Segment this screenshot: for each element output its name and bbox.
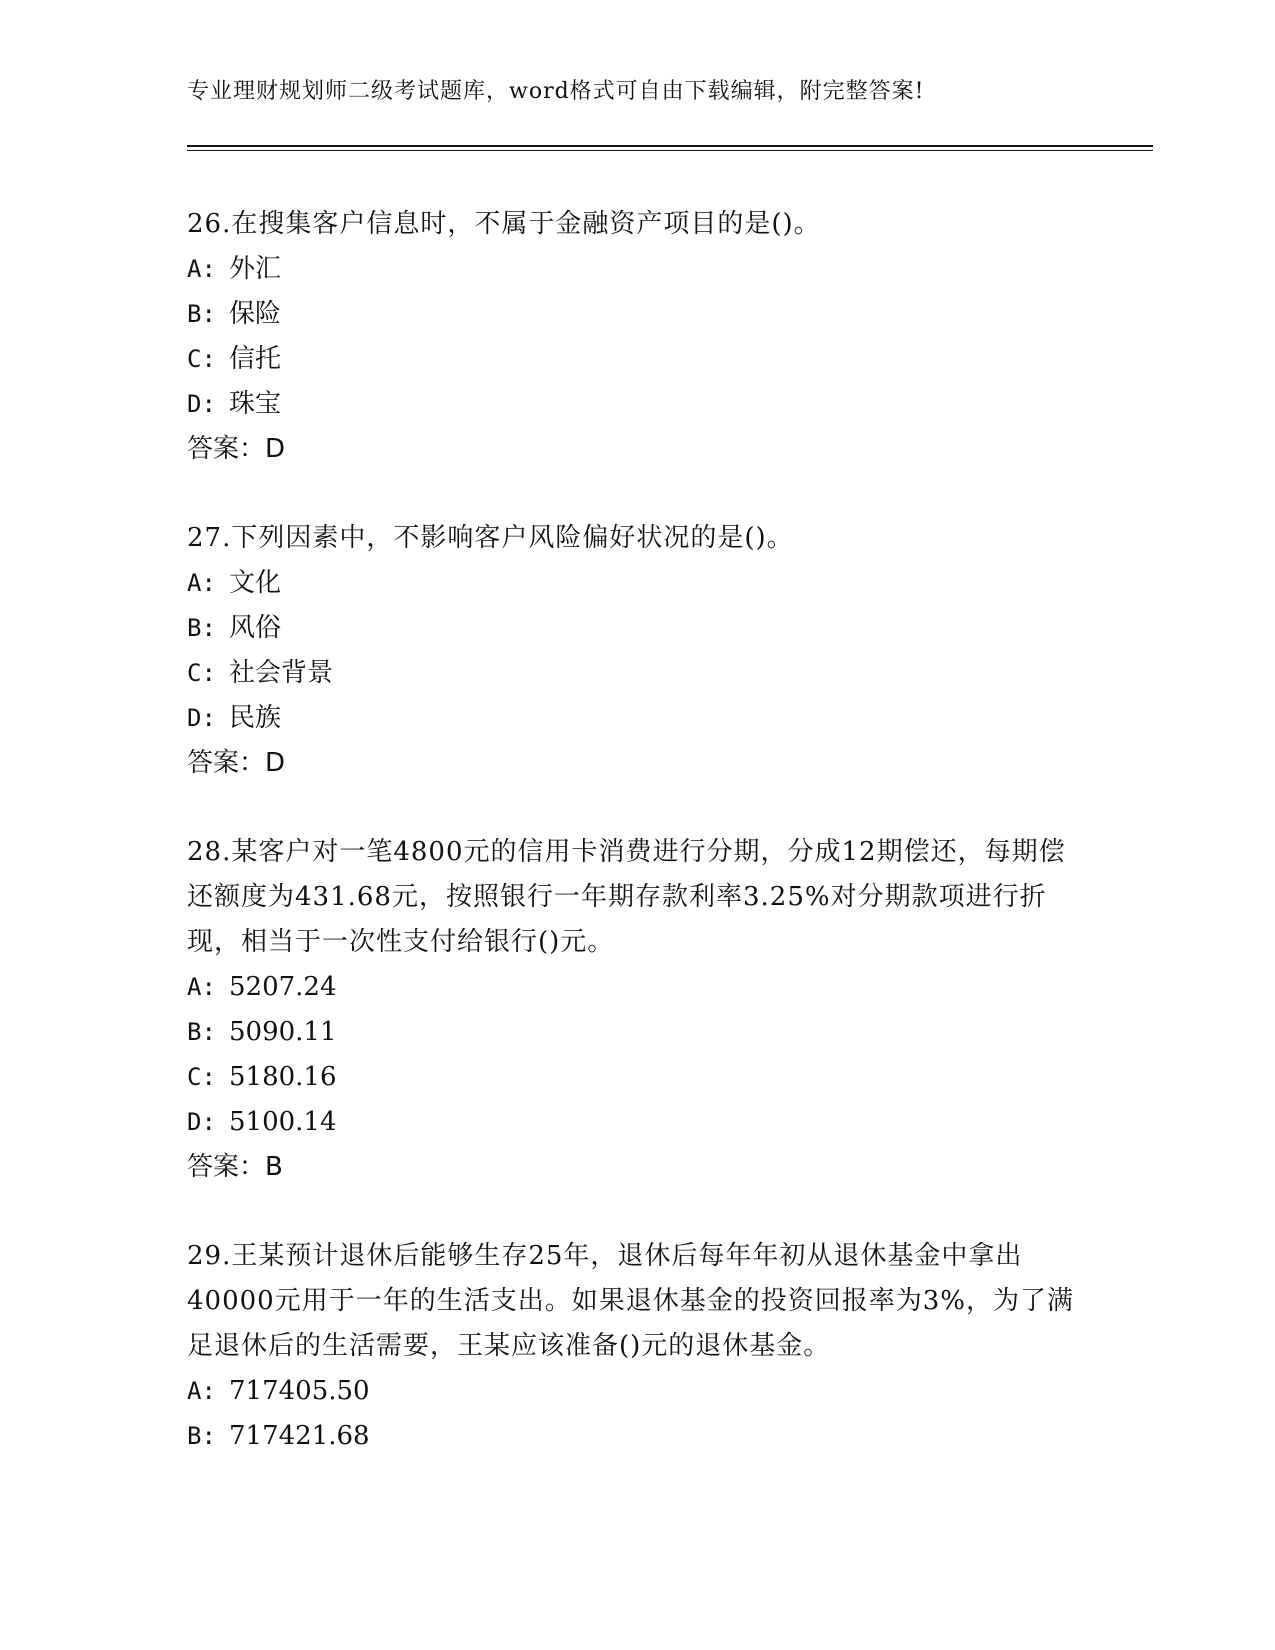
option-text: 文化 — [229, 568, 282, 598]
option-b — [187, 1414, 1087, 1459]
option-letter: B: — [187, 300, 216, 328]
option-letter: A: — [187, 973, 216, 1001]
option-text: 社会背景 — [229, 658, 334, 688]
option-c — [187, 337, 1087, 382]
answer-line: 答案：B — [187, 1152, 283, 1182]
option-letter: D: — [187, 1108, 216, 1136]
option-a — [187, 1369, 1087, 1414]
answer-line: 答案：D — [187, 434, 286, 464]
question-29 — [187, 1234, 1087, 1459]
option-text: 珠宝 — [229, 389, 282, 419]
option-letter: C: — [187, 345, 216, 373]
option-letter: C: — [187, 659, 216, 687]
option-d — [187, 696, 1087, 741]
option-a — [187, 561, 1087, 606]
header-divider — [187, 145, 1153, 147]
option-c — [187, 1055, 1087, 1100]
option-a — [187, 965, 1087, 1010]
option-text: 5090.11 — [229, 1017, 337, 1047]
question-list — [187, 202, 1087, 1503]
option-b — [187, 1010, 1087, 1055]
option-letter: B: — [187, 1422, 216, 1450]
option-d — [187, 382, 1087, 427]
option-text: 民族 — [229, 703, 282, 733]
question-text: 26.在搜集客户信息时，不属于金融资产项目的是()。 — [187, 209, 821, 239]
option-letter: A: — [187, 255, 216, 283]
option-letter: A: — [187, 569, 216, 597]
option-c — [187, 651, 1087, 696]
header-divider-thin — [187, 150, 1153, 151]
option-text: 5207.24 — [229, 972, 337, 1002]
option-text: 风俗 — [229, 613, 282, 643]
page-header: 专业理财规划师二级考试题库，word格式可自由下载编辑，附完整答案! — [187, 79, 925, 104]
option-letter: C: — [187, 1063, 216, 1091]
option-text: 5100.14 — [229, 1107, 337, 1137]
question-text: 27.下列因素中，不影响客户风险偏好状况的是()。 — [187, 523, 794, 553]
question-27 — [187, 516, 1087, 786]
option-letter: D: — [187, 390, 216, 418]
option-b — [187, 292, 1087, 337]
option-b — [187, 606, 1087, 651]
option-text: 外汇 — [229, 254, 282, 284]
option-d — [187, 1100, 1087, 1145]
option-letter: D: — [187, 704, 216, 732]
question-text: 29.王某预计退休后能够生存25年，退休后每年年初从退休基金中拿出40000元用于一年的生活支出。如果退休基金的投资回报率为3%，为了满足退休后的生活需要，王某应该准备()元的退休基金。 — [187, 1241, 1074, 1361]
answer-line: 答案：D — [187, 748, 286, 778]
option-letter: B: — [187, 614, 216, 642]
question-28 — [187, 830, 1087, 1190]
option-text: 717405.50 — [229, 1376, 370, 1406]
option-text: 信托 — [229, 344, 282, 374]
option-text: 保险 — [229, 299, 282, 329]
question-26 — [187, 202, 1087, 472]
option-a — [187, 247, 1087, 292]
option-text: 5180.16 — [229, 1062, 337, 1092]
question-text: 28.某客户对一笔4800元的信用卡消费进行分期，分成12期偿还，每期偿还额度为431.68元，按照银行一年期存款利率3.25%对分期款项进行折现，相当于一次性支付给银行()元。 — [187, 837, 1066, 957]
option-text: 717421.68 — [229, 1421, 370, 1451]
option-letter: A: — [187, 1377, 216, 1405]
option-letter: B: — [187, 1018, 216, 1046]
